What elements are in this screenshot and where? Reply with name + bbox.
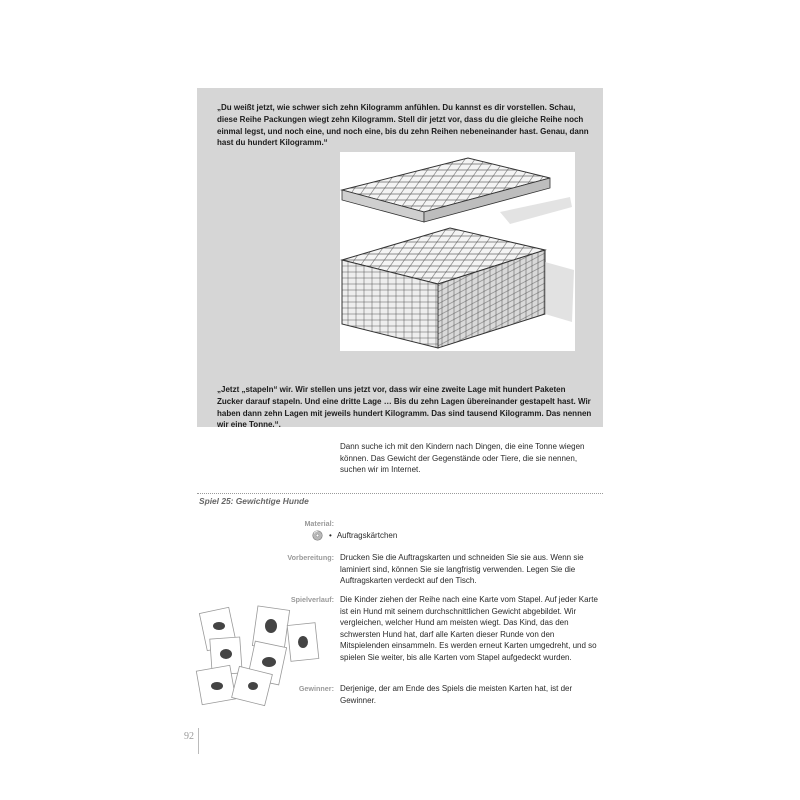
material-item-text: Auftragskärtchen (336, 531, 398, 540)
intro-paragraph: Dann suche ich mit den Kindern nach Dingen, die eine Tonne wiegen können. Das Gewicht der Gegenstände oder Tiere, die sie nennen, suchen wir im Internet. (340, 442, 585, 475)
material-item (312, 530, 397, 541)
gewinner-text: Derjenige, der am Ende des Spiels die meisten Karten hat, ist der Gewinner. (340, 684, 573, 705)
cd-copy-icon (312, 530, 323, 541)
story-quote-bottom: „Jetzt „stapeln“ wir. Wir stellen uns jetzt vor, dass wir eine zweite Lage mit hundert Paketen Zucker darauf stapeln. Und eine dritte Lage … Bis du zehn Lagen übereinander gestapelt hast. Wir haben dann zehn Lagen mit jeweils hundert Kilogramm. Das sind tausend Kilogramm. Das nennen wir eine Tonne.“. (217, 385, 592, 430)
gewinner-label: Gewinner: (298, 684, 334, 693)
spielverlauf-text: Die Kinder ziehen der Reihe nach eine Karte vom Stapel. Auf jeder Karte ist ein Hund mit seinem durchschnittlichen Gewicht abgebildet. Wir vergleichen, welcher Hund am meisten wiegt. Das Kind, das den schwersten Hund hat, darf alle Karten dieser Runde von den Mitspielenden einsammeln. Es werden erneut Karten umgedreht, und so spielen Sie weiter, bis alle Karten vom Stapel aufgedeckt wurden. (340, 595, 598, 662)
game-title: Spiel 25: Gewichtige Hunde (199, 496, 309, 506)
page-number: 92 (184, 731, 194, 742)
spielverlauf-label: Spielverlauf: (290, 595, 334, 604)
sugar-packs-illustration (340, 152, 575, 351)
page-number-rule (198, 728, 199, 754)
vorbereitung-text: Drucken Sie die Auftragskarten und schneiden Sie sie aus. Wenn sie laminiert sind, können Sie sie langfristig verwenden. Legen Sie die Auftragskarten verdeckt auf den Tisch. (340, 553, 584, 586)
bullet: • (329, 531, 332, 540)
vorbereitung-label: Vorbereitung: (287, 553, 334, 562)
section-divider (197, 493, 603, 494)
story-quote-top: „Du weißt jetzt, wie schwer sich zehn Kilogramm anfühlen. Du kannst es dir vorstellen. Schau, diese Reihe Packungen wiegt zehn Kilogramm. Stell dir jetzt vor, dass du die gleiche Reihe noch einmal legst, und noch eine, und noch eine, bis du zehn Reihen nebeneinander hast. Genau, dann hast du hundert Kilogramm.“ (217, 103, 589, 148)
material-label: Material: (304, 519, 334, 528)
